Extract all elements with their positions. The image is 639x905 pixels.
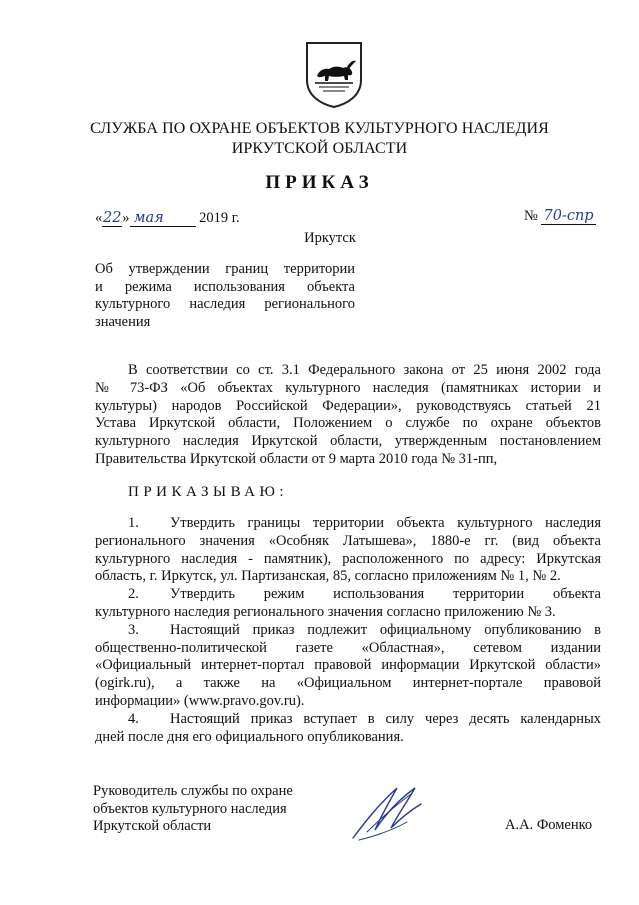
item-number: 3. <box>128 621 139 638</box>
order-item-3 <box>95 622 601 711</box>
org-name-line-2: ИРКУТСКОЙ ОБЛАСТИ <box>231 140 408 157</box>
position-line: объектов культурного наследия <box>93 800 287 817</box>
org-name-line-1: СЛУЖБА ПО ОХРАНЕ ОБЪЕКТОВ КУЛЬТУРНОГО НАСЛЕДИЯ <box>90 120 549 137</box>
item-line: общественно-политической газете «Областная», сетевом издании <box>95 639 601 656</box>
position-line: Иркутской области <box>93 818 212 834</box>
item-number: 2. <box>128 586 139 603</box>
preamble-line: В соответствии со ст. 3.1 Федерального закона от 25 июня 2002 года <box>128 362 601 378</box>
item-line: область, г. Иркутск, ул. Партизанская, 85, согласно приложениям № 1, № 2. <box>95 568 561 585</box>
document-title: ПРИКАЗ <box>265 172 374 193</box>
number-value: 70-спр <box>543 208 594 224</box>
document-number <box>524 208 596 225</box>
item-number: 1. <box>128 515 139 531</box>
document-subject <box>95 261 355 331</box>
order-item-1 <box>95 515 601 586</box>
irkutsk-coat-of-arms-icon <box>303 40 365 108</box>
city: Иркутск <box>304 230 356 246</box>
item-line: культурного наследия - памятник), расположенного по адресу: Иркутская <box>95 550 601 567</box>
date-open-quote: « <box>95 210 103 226</box>
item-line: Настоящий приказ подлежит официальному опубликованию в <box>170 621 601 638</box>
item-line: Утвердить режим использования территории объекта <box>170 586 601 603</box>
item-line: регионального значения «Особняк Латышева», 1880-е гг. (вид объекта <box>95 532 601 549</box>
preamble-line: Правительства Иркутской области от 9 марта 2010 года № 31-пп, <box>95 450 498 467</box>
item-line: «Официальный интернет-портал правовой информации Иркутской области» <box>95 657 601 674</box>
item-line: Настоящий приказ вступает в силу через десять календарных <box>170 710 601 727</box>
preamble-line: Устава Иркутской области, Положением о службе по охране объектов <box>95 415 601 432</box>
item-line: (ogirk.ru), а также на «Официальном интернет-портале правовой <box>95 675 601 692</box>
document-date <box>95 210 240 227</box>
date-close-quote: » <box>122 210 130 226</box>
item-line: информации» (www.pravo.gov.ru). <box>95 692 305 709</box>
preamble <box>95 362 601 469</box>
signer-name: А.А. Фоменко <box>505 817 593 833</box>
signer-position <box>93 783 293 836</box>
order-items <box>95 515 601 746</box>
order-word: ПРИКАЗЫВАЮ: <box>128 484 289 500</box>
date-year: 2019 г. <box>199 210 240 226</box>
subject-line: Об утверждении границ территории <box>95 261 355 277</box>
handwritten-signature-icon <box>345 782 435 842</box>
preamble-line: № 73-ФЗ «Об объектах культурного наследия (памятниках истории и <box>95 379 601 396</box>
item-line: дней после дня его официального опубликования. <box>95 728 404 745</box>
item-line: культурного наследия регионального значения согласно приложению № 3. <box>95 603 556 620</box>
subject-line: значения <box>95 313 151 330</box>
preamble-line: культурного наследия Иркутской области, утвержденным постановлением <box>95 433 601 450</box>
item-line: Утвердить границы территории объекта культурного наследия <box>170 515 601 531</box>
preamble-line: культуры) народов Российской Федерации», руководствуясь статьей 21 <box>95 397 601 414</box>
position-line: Руководитель службы по охране <box>93 783 293 799</box>
subject-line: и режима использования объекта <box>95 278 355 295</box>
order-item-4 <box>95 711 601 747</box>
item-number: 4. <box>128 710 139 727</box>
subject-line: культурного наследия регионального <box>95 296 355 312</box>
number-sign: № <box>524 208 538 224</box>
date-month: мая <box>130 210 196 227</box>
date-day: 22 <box>103 210 122 226</box>
order-item-2 <box>95 586 601 622</box>
